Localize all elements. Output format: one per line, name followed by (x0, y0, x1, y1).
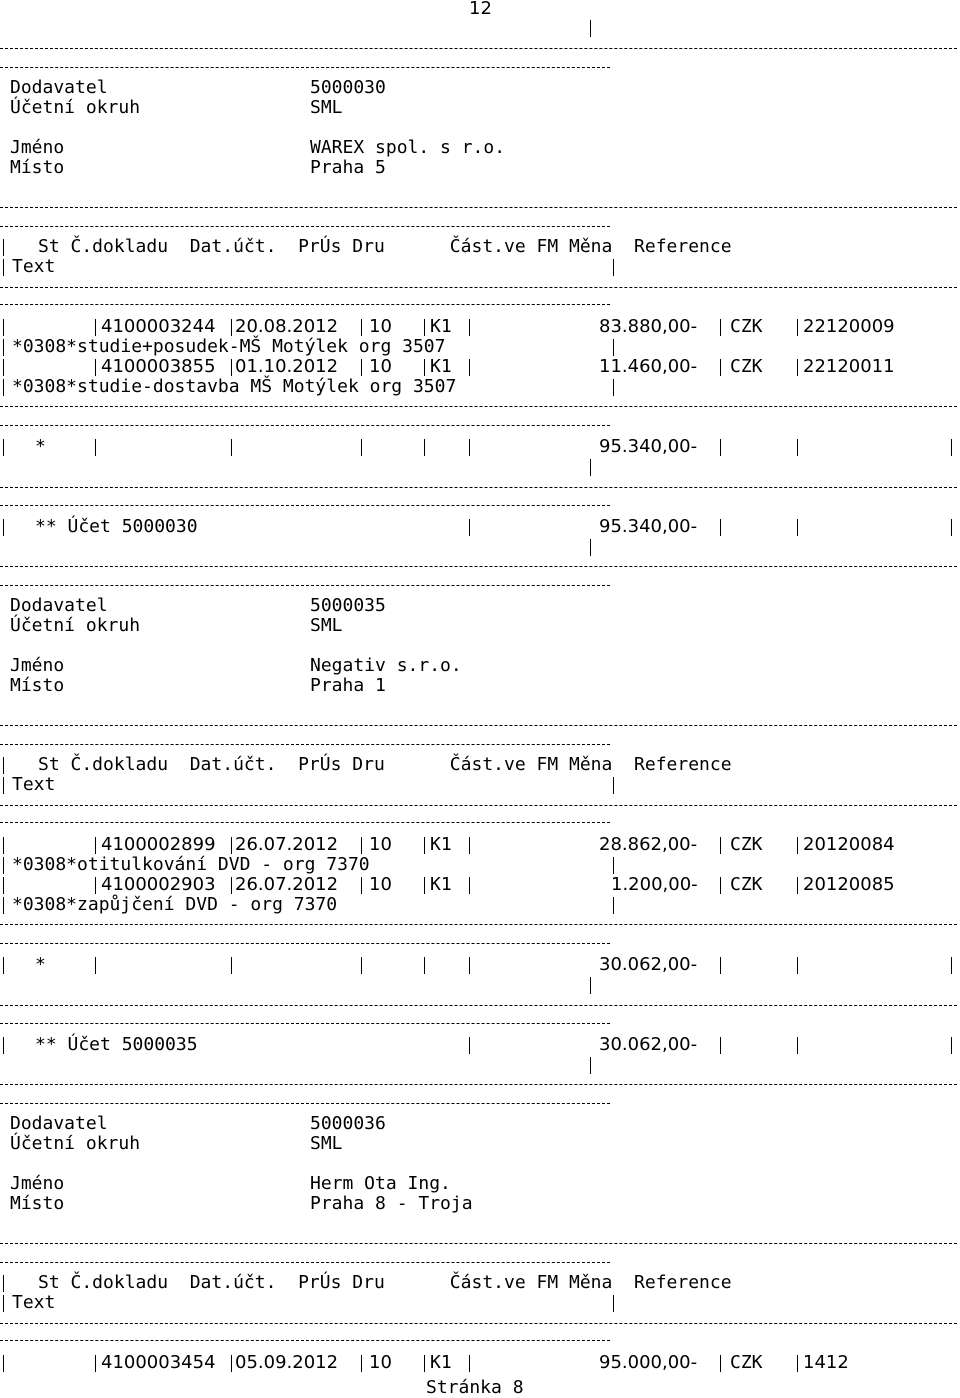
table-column-separator (231, 359, 232, 376)
table-column-separator (3, 439, 4, 456)
table-column-separator (469, 1355, 470, 1372)
table-column-separator (590, 539, 591, 556)
table-column-separator (95, 957, 96, 974)
table-column-separator (361, 957, 362, 974)
doc-dru: K1 (430, 834, 452, 855)
name-label: Jméno (10, 1173, 65, 1194)
name-label: Jméno (10, 655, 65, 676)
doc-amount: 1.200,00- (611, 874, 698, 895)
table-column-separator (95, 439, 96, 456)
table-column-separator (424, 837, 425, 854)
dashed-divider (0, 744, 610, 745)
table-column-separator (424, 359, 425, 376)
table-column-separator (231, 1355, 232, 1372)
dashed-divider (0, 1262, 610, 1263)
table-column-separator (231, 319, 232, 336)
table-column-separator (720, 1037, 721, 1054)
table-column-separator (3, 379, 4, 396)
accounting-area-label: Účetní okruh (10, 615, 141, 636)
doc-text: *0308*otitulkování DVD - org 7370 (12, 854, 370, 875)
table-column-separator (797, 877, 798, 894)
table-column-separator (361, 1355, 362, 1372)
subtotal-amount: 95.340,00- (599, 436, 698, 457)
table-column-separator (95, 359, 96, 376)
table-column-separator (720, 519, 721, 536)
accounting-area-value: SML (310, 97, 343, 118)
table-column-separator (231, 877, 232, 894)
table-column-separator (469, 439, 470, 456)
table-column-separator (231, 957, 232, 974)
dashed-divider (0, 943, 610, 944)
table-column-separator (613, 897, 614, 914)
table-column-separator (95, 877, 96, 894)
doc-number: 4100002903 (101, 874, 216, 895)
table-column-separator (95, 1355, 96, 1372)
table-header-row2: Text (12, 256, 56, 277)
table-column-separator (231, 837, 232, 854)
doc-number: 4100002899 (101, 834, 216, 855)
dashed-divider (0, 425, 610, 426)
supplier-number: 5000030 (310, 77, 386, 98)
dashed-divider (0, 287, 957, 288)
doc-text: *0308*studie+posudek-MŠ Motýlek org 3507 (12, 336, 446, 357)
table-column-separator (951, 519, 952, 536)
table-column-separator (797, 519, 798, 536)
table-column-separator (3, 1275, 4, 1292)
table-column-separator (3, 1355, 4, 1372)
dashed-divider (0, 1103, 610, 1104)
doc-dru: K1 (430, 356, 452, 377)
doc-dru: K1 (430, 874, 452, 895)
place-label: Místo (10, 157, 65, 178)
table-column-separator (361, 359, 362, 376)
table-column-separator (424, 1355, 425, 1372)
doc-prus: 10 (369, 1352, 392, 1373)
supplier-place: Praha 1 (310, 675, 386, 696)
table-column-separator (613, 339, 614, 356)
doc-reference: 22120009 (803, 316, 895, 337)
table-column-separator (424, 439, 425, 456)
dashed-divider (0, 1023, 610, 1024)
table-column-separator (951, 1037, 952, 1054)
table-column-separator (3, 239, 4, 256)
dashed-divider (0, 1243, 957, 1244)
supplier-name: WAREX spol. s r.o. (310, 137, 506, 158)
place-label: Místo (10, 675, 65, 696)
dashed-divider (0, 924, 957, 925)
table-column-separator (361, 837, 362, 854)
doc-amount: 28.862,00- (599, 834, 698, 855)
table-column-separator (3, 877, 4, 894)
supplier-label: Dodavatel (10, 1113, 108, 1134)
table-column-separator (720, 957, 721, 974)
doc-text: *0308*zapůjčení DVD - org 7370 (12, 894, 338, 915)
doc-amount: 95.000,00- (599, 1352, 698, 1373)
table-column-separator (613, 379, 614, 396)
page-number: 12 (469, 0, 492, 19)
dashed-divider (0, 822, 610, 823)
table-column-separator (469, 359, 470, 376)
supplier-place: Praha 8 - Troja (310, 1193, 473, 1214)
doc-currency: CZK (730, 874, 763, 895)
table-column-separator (469, 1037, 470, 1054)
account-total-label: ** Účet 5000035 (35, 1034, 198, 1055)
doc-prus: 10 (369, 356, 392, 377)
table-column-separator (469, 519, 470, 536)
accounting-area-value: SML (310, 1133, 343, 1154)
table-column-separator (613, 1295, 614, 1312)
table-column-separator (797, 837, 798, 854)
account-total-label: ** Účet 5000030 (35, 516, 198, 537)
table-column-separator (3, 319, 4, 336)
doc-reference: 20120085 (803, 874, 895, 895)
doc-amount: 83.880,00- (599, 316, 698, 337)
table-column-separator (469, 837, 470, 854)
dashed-divider (0, 207, 957, 208)
accounting-area-label: Účetní okruh (10, 97, 141, 118)
dashed-divider (0, 725, 957, 726)
table-column-separator (361, 877, 362, 894)
doc-reference: 20120084 (803, 834, 895, 855)
account-total-amount: 30.062,00- (599, 1034, 698, 1055)
doc-prus: 10 (369, 874, 392, 895)
doc-date: 20.08.2012 (235, 316, 339, 337)
dashed-divider (0, 487, 957, 488)
table-column-separator (797, 957, 798, 974)
table-column-separator (613, 857, 614, 874)
doc-currency: CZK (730, 834, 763, 855)
dashed-divider (0, 1084, 957, 1085)
table-column-separator (95, 319, 96, 336)
name-label: Jméno (10, 137, 65, 158)
table-column-separator (797, 1355, 798, 1372)
accounting-area-value: SML (310, 615, 343, 636)
doc-date: 05.09.2012 (235, 1352, 339, 1373)
dashed-divider (0, 406, 957, 407)
table-column-separator (951, 439, 952, 456)
doc-reference: 22120011 (803, 356, 895, 377)
dashed-divider (0, 566, 957, 567)
accounting-area-label: Účetní okruh (10, 1133, 141, 1154)
subtotal-marker: * (35, 954, 46, 975)
table-column-separator (424, 957, 425, 974)
table-column-separator (469, 957, 470, 974)
table-header-row1: St Č.dokladu Dat.účt. PrÚs Dru Část.ve FM Měna Reference (38, 1272, 732, 1293)
dashed-divider (0, 585, 610, 586)
table-column-separator (3, 259, 4, 276)
table-column-separator (231, 439, 232, 456)
table-column-separator (590, 20, 591, 37)
doc-prus: 10 (369, 834, 392, 855)
place-label: Místo (10, 1193, 65, 1214)
table-column-separator (720, 837, 721, 854)
doc-amount: 11.460,00- (599, 356, 698, 377)
doc-date: 26.07.2012 (235, 834, 339, 855)
doc-text: *0308*studie-dostavba MŠ Motýlek org 3507 (12, 376, 457, 397)
dashed-divider (0, 805, 957, 806)
dashed-divider (0, 226, 610, 227)
supplier-number: 5000036 (310, 1113, 386, 1134)
table-column-separator (469, 319, 470, 336)
table-column-separator (3, 757, 4, 774)
table-header-row1: St Č.dokladu Dat.účt. PrÚs Dru Část.ve FM Měna Reference (38, 236, 732, 257)
table-column-separator (720, 359, 721, 376)
table-header-row2: Text (12, 1292, 56, 1313)
table-column-separator (3, 339, 4, 356)
doc-currency: CZK (730, 1352, 763, 1373)
table-column-separator (424, 319, 425, 336)
table-column-separator (720, 319, 721, 336)
table-column-separator (720, 877, 721, 894)
dashed-divider (0, 304, 610, 305)
doc-number: 4100003855 (101, 356, 216, 377)
table-column-separator (951, 957, 952, 974)
table-column-separator (3, 957, 4, 974)
dashed-divider (0, 1340, 610, 1341)
doc-date: 01.10.2012 (235, 356, 339, 377)
table-column-separator (3, 777, 4, 794)
dashed-divider (0, 1323, 957, 1324)
account-total-amount: 95.340,00- (599, 516, 698, 537)
table-column-separator (613, 777, 614, 794)
table-column-separator (3, 1295, 4, 1312)
table-column-separator (613, 259, 614, 276)
table-column-separator (3, 897, 4, 914)
page-footer: Stránka 8 (426, 1377, 524, 1398)
doc-currency: CZK (730, 316, 763, 337)
table-column-separator (590, 459, 591, 476)
table-column-separator (590, 1057, 591, 1074)
table-column-separator (797, 1037, 798, 1054)
doc-prus: 10 (369, 316, 392, 337)
table-column-separator (590, 977, 591, 994)
table-column-separator (797, 439, 798, 456)
supplier-label: Dodavatel (10, 77, 108, 98)
table-column-separator (3, 1037, 4, 1054)
table-column-separator (95, 837, 96, 854)
table-column-separator (469, 877, 470, 894)
table-header-row2: Text (12, 774, 56, 795)
doc-dru: K1 (430, 316, 452, 337)
table-column-separator (361, 319, 362, 336)
doc-number: 4100003454 (101, 1352, 216, 1373)
table-header-row1: St Č.dokladu Dat.účt. PrÚs Dru Část.ve FM Měna Reference (38, 754, 732, 775)
supplier-number: 5000035 (310, 595, 386, 616)
table-column-separator (3, 857, 4, 874)
table-column-separator (3, 359, 4, 376)
doc-date: 26.07.2012 (235, 874, 339, 895)
table-column-separator (3, 519, 4, 536)
dashed-divider (0, 505, 610, 506)
table-column-separator (720, 439, 721, 456)
supplier-name: Negativ s.r.o. (310, 655, 462, 676)
table-column-separator (797, 319, 798, 336)
subtotal-amount: 30.062,00- (599, 954, 698, 975)
dashed-divider (0, 67, 610, 68)
doc-reference: 1412 (803, 1352, 849, 1373)
dashed-divider (0, 1005, 957, 1006)
table-column-separator (720, 1355, 721, 1372)
doc-number: 4100003244 (101, 316, 216, 337)
dashed-divider (0, 48, 957, 49)
table-column-separator (797, 359, 798, 376)
supplier-place: Praha 5 (310, 157, 386, 178)
table-column-separator (3, 837, 4, 854)
table-column-separator (424, 877, 425, 894)
supplier-name: Herm Ota Ing. (310, 1173, 451, 1194)
doc-dru: K1 (430, 1352, 452, 1373)
doc-currency: CZK (730, 356, 763, 377)
table-column-separator (361, 439, 362, 456)
supplier-label: Dodavatel (10, 595, 108, 616)
subtotal-marker: * (35, 436, 46, 457)
